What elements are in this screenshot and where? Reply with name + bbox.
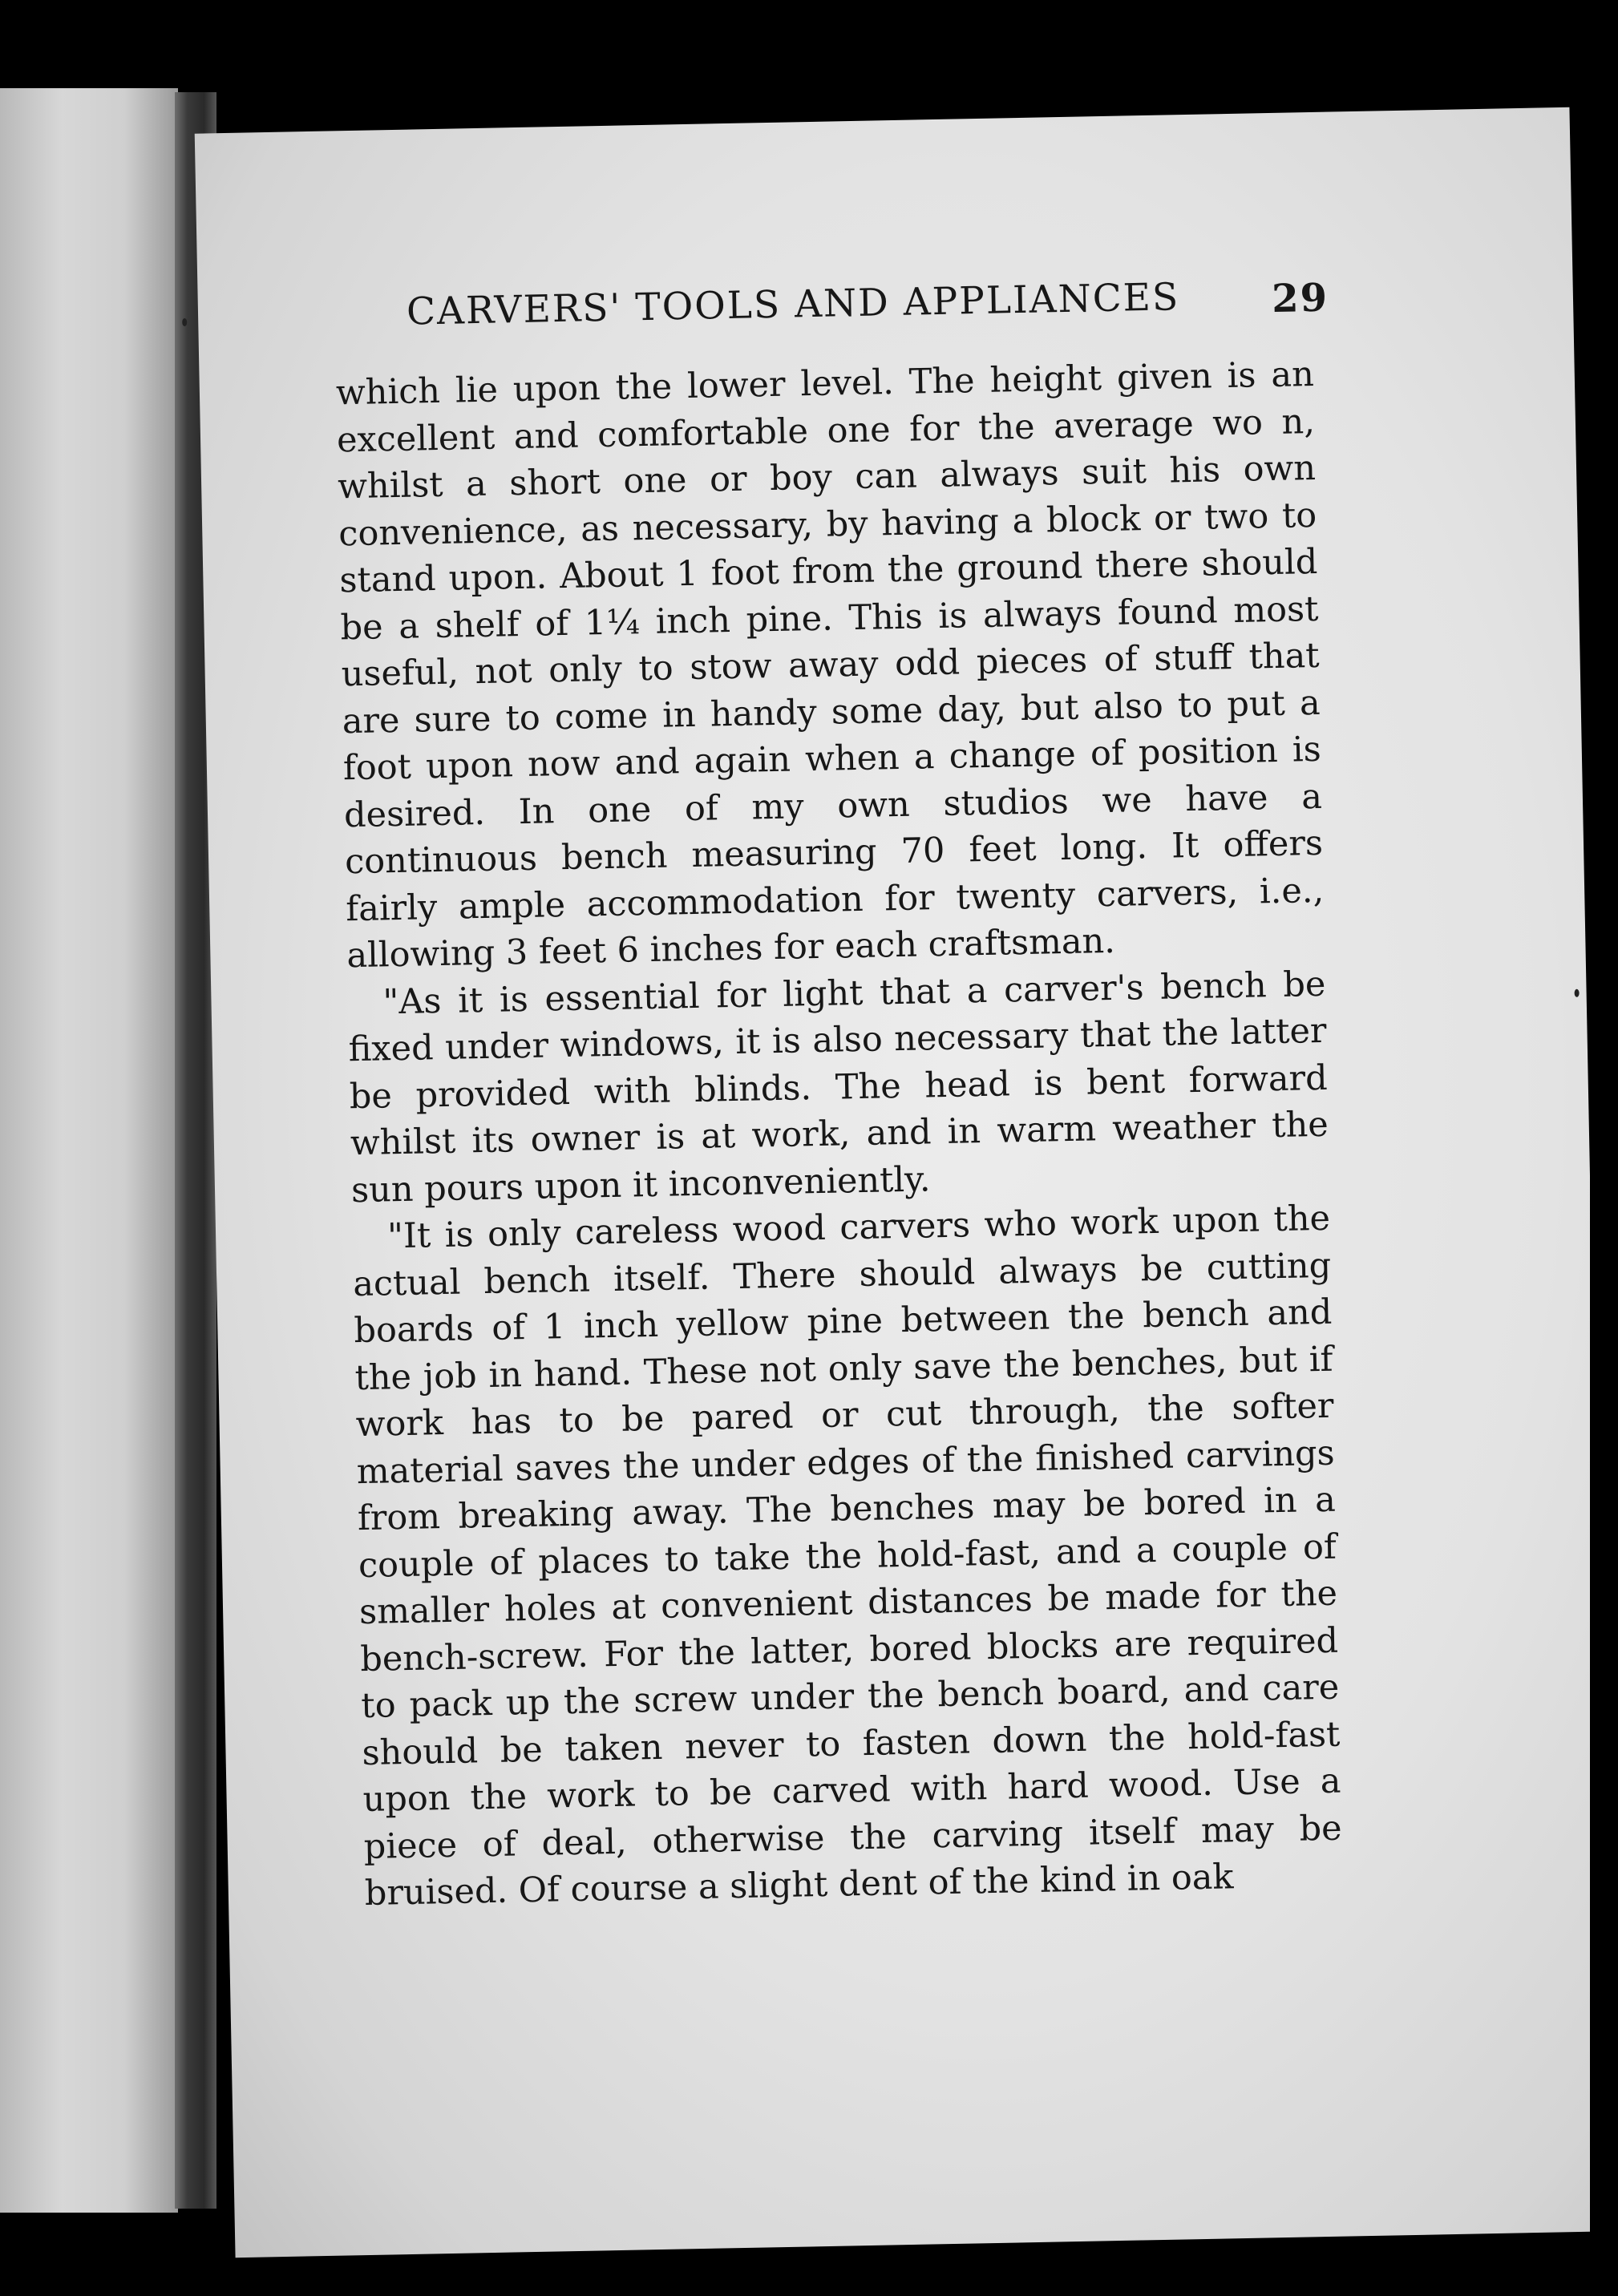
scan-speck (182, 318, 187, 326)
scan-border (1590, 0, 1618, 2296)
running-title: CARVERS' TOOLS AND APPLIANCES (406, 275, 1180, 334)
page-content (334, 273, 1344, 1918)
running-header (334, 273, 1329, 347)
facing-page-edge (0, 88, 178, 2213)
page-number: 29 (1271, 275, 1329, 321)
paragraph: "As it is essential for light that a carver's bench be fixed under windows, it is also necessary that the latter be provided with blinds. The head is bent forward whilst its owner is at work, and in warm weather the sun pours upon it inconveniently. (348, 964, 1329, 1211)
paragraph: which lie upon the lower level. The height given is an excellent and comfortable one for the average wo n, whilst a short one or boy can always suit his own convenience, as necessary, by having a block or two to stand upon. About 1 foot from the ground there should be a shelf of 1¼ inch pine. This is always found most useful, not only to stow away odd pieces of stuff that are sure to come in handy some day, but also to put a foot upon now and again when a change of position is desired. In one of my own studios we have a continuous bench measuring 70 feet long. It offers fairly ample accommodation for twenty carvers, i.e., allowing 3 feet 6 inches for each craftsman. (335, 354, 1325, 976)
book-page (195, 107, 1611, 2258)
body-text (335, 351, 1343, 1918)
scan-speck (1575, 989, 1580, 997)
paragraph: "It is only careless wood carvers who work upon the actual bench itself. There should always be cutting boards of 1 inch yellow pine between the bench and the job in hand. These not only save the benches, but if work has to be pared or cut through, the softer material saves the under edges of the finished carvings from breaking away. The benches may be bored in a couple of places to take the hold-fast, and a couple of smaller holes at convenient distances be made for the bench-screw. For the latter, bored blocks are required to pack up the screw under the bench board, and care should be taken never to fasten down the hold-fast upon the work to be carved with hard wood. Use a piece of deal, otherwise the carving itself may be bruised. Of course a slight dent of the kind in oak (352, 1198, 1343, 1914)
